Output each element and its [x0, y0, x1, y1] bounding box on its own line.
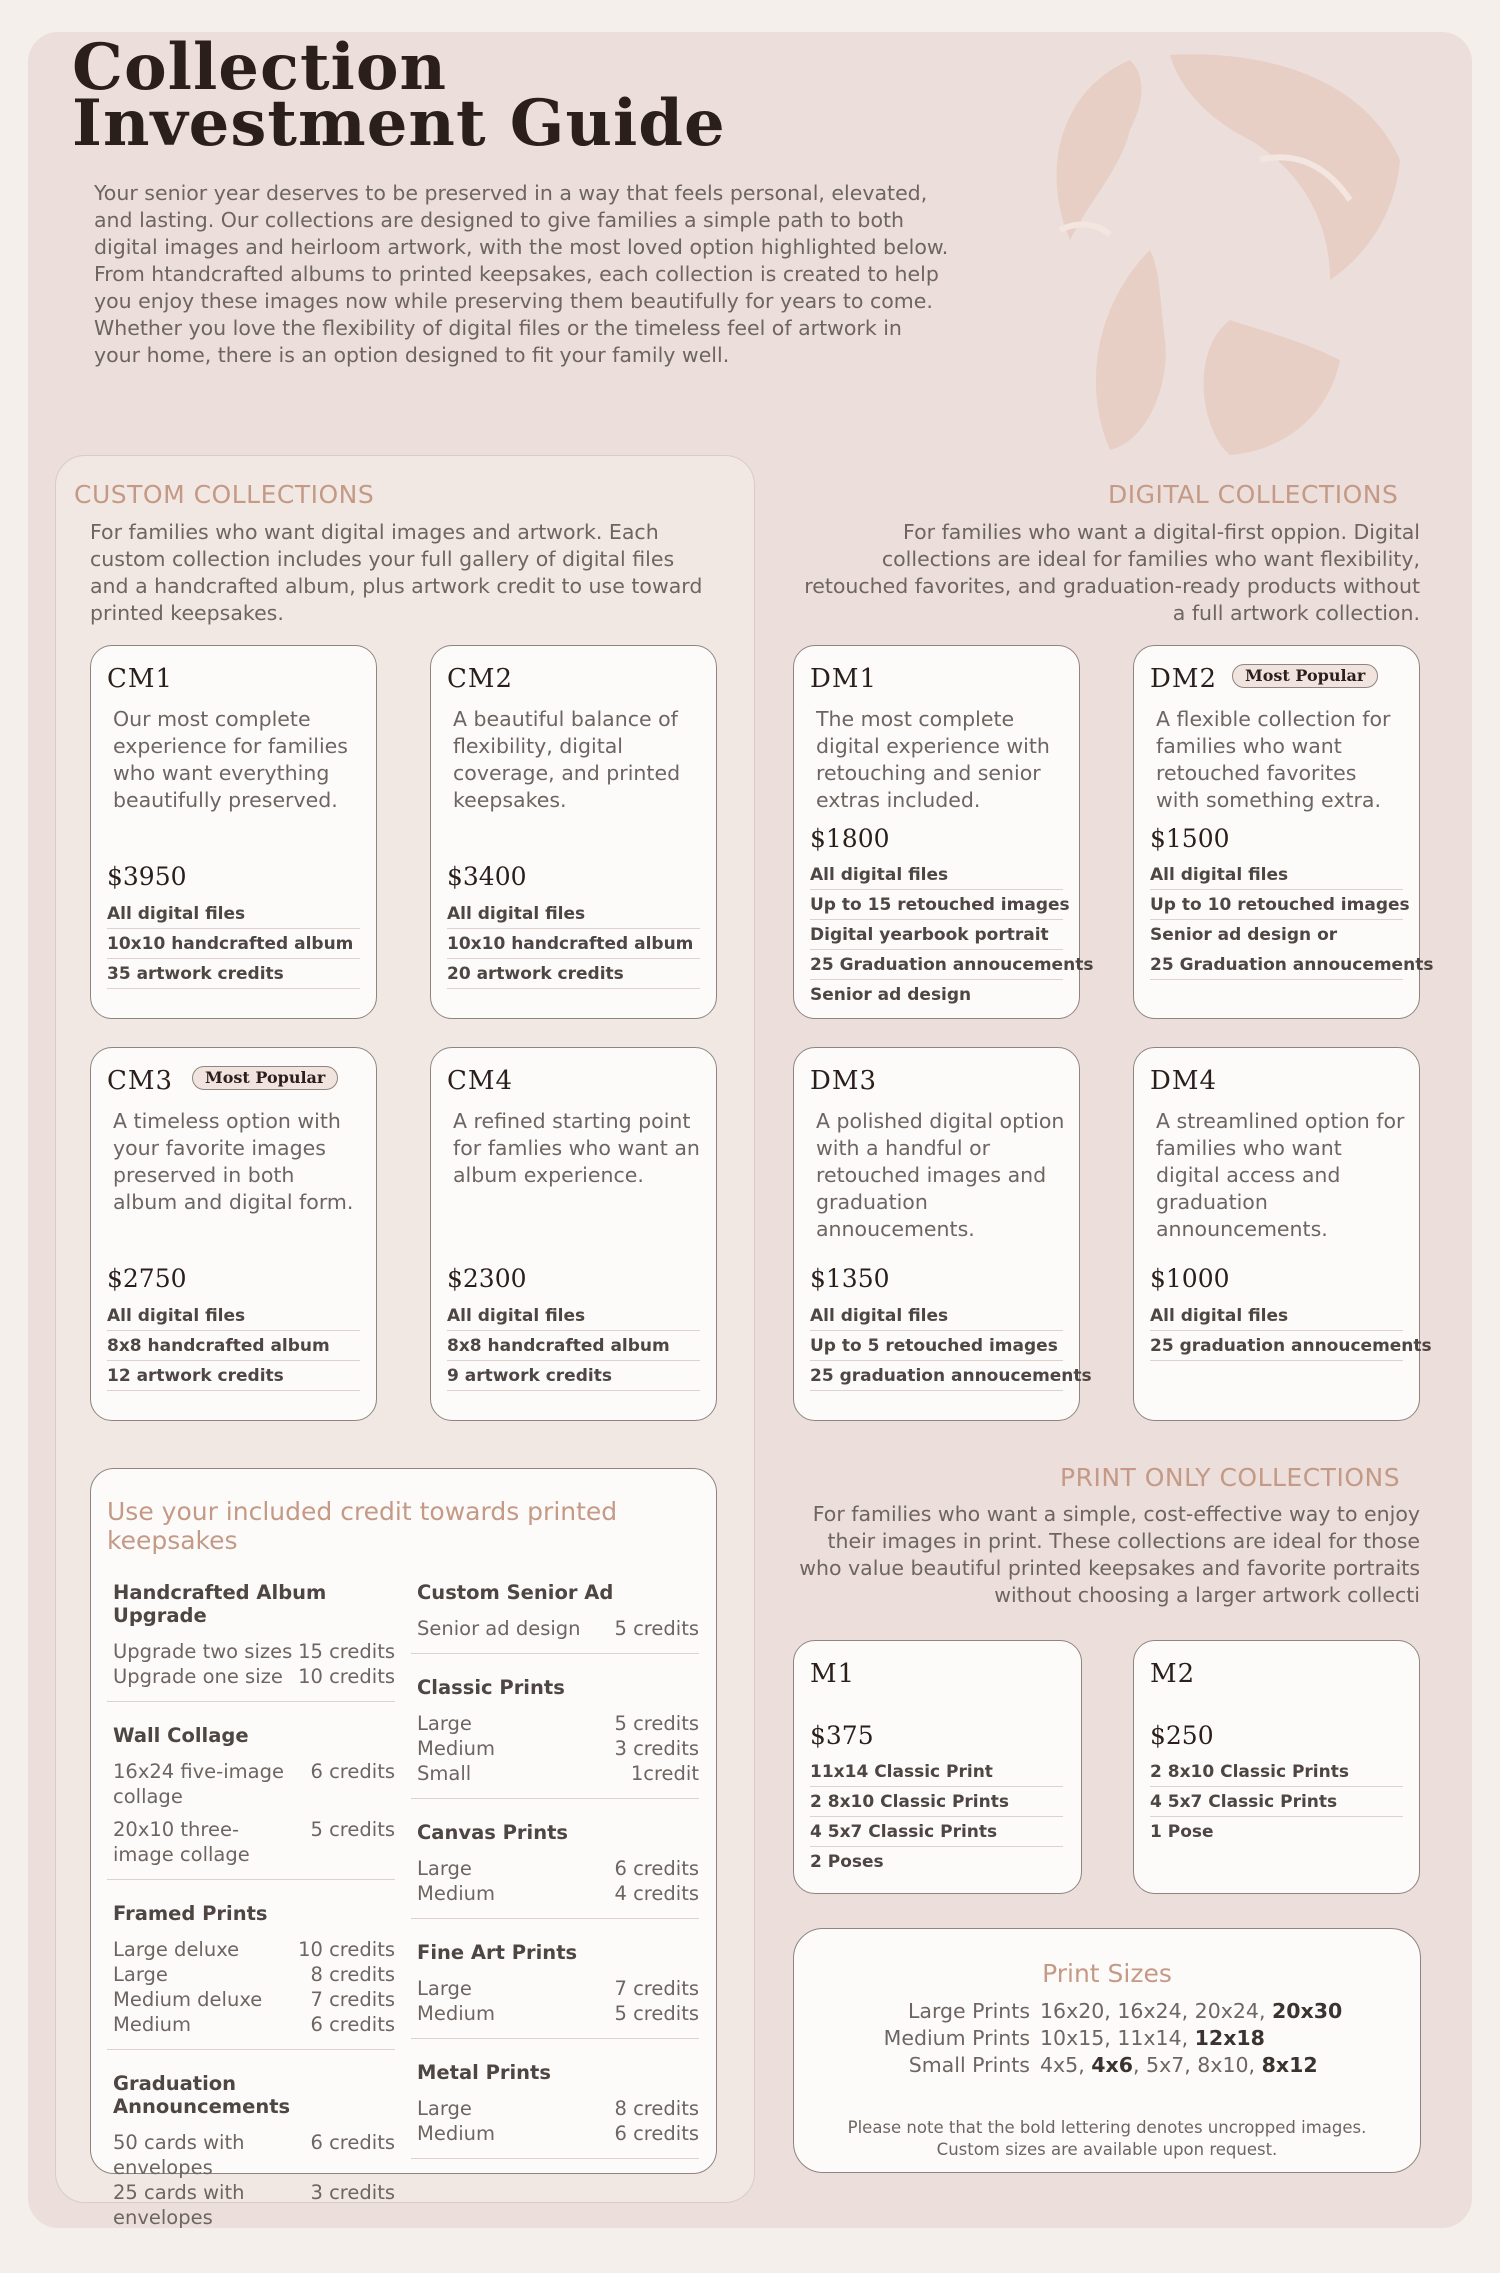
collection-item: 25 graduation annoucements: [810, 1361, 1063, 1391]
print-size-label: Medium Prints: [883, 2026, 1030, 2050]
collection-item: 4 5x7 Classic Prints: [1150, 1787, 1403, 1817]
credit-cost: 5 credits: [614, 1712, 699, 1735]
credit-row: [107, 1639, 395, 1664]
collection-item: Digital yearbook portrait: [810, 920, 1063, 950]
collection-items: [107, 899, 360, 989]
credit-row: [411, 1736, 699, 1761]
credit-group-title: Classic Prints: [417, 1676, 565, 1699]
credit-row: [107, 1962, 395, 1987]
title-line-2: Investment Guide: [72, 86, 726, 161]
collection-card-dm2[interactable]: [1133, 645, 1434, 1019]
collection-code: DM3: [810, 1066, 878, 1096]
collection-items: [810, 1301, 1092, 1391]
print-sizes-title: Print Sizes: [1042, 1959, 1172, 1988]
credit-item: Large: [417, 2097, 472, 2120]
collection-item: 2 Poses: [810, 1852, 884, 1872]
collection-item: 25 Graduation annoucements: [810, 950, 1063, 980]
collection-description: A beautiful balance of flexibility, digital coverage, and printed keepsakes.: [453, 707, 681, 812]
decorative-leaf-graphic: [1000, 50, 1420, 460]
credit-item: Large: [417, 1977, 472, 2000]
credit-cost: 8 credits: [310, 1963, 395, 1986]
credit-group: [411, 1676, 699, 1799]
credit-row: [107, 2180, 395, 2230]
collection-price: $3400: [447, 862, 527, 891]
credit-group: [411, 1821, 699, 1919]
custom-collections-title: CUSTOM COLLECTIONS: [74, 480, 375, 509]
print-size-label: Small Prints: [908, 2053, 1030, 2077]
credit-item: Small: [417, 1762, 472, 1785]
collection-item: Up to 5 retouched images: [810, 1331, 1063, 1361]
credit-cost: 15 credits: [298, 1640, 395, 1663]
credit-row: [107, 1664, 395, 1689]
collection-price: $1800: [810, 824, 890, 853]
collection-item: Senior ad design: [810, 985, 972, 1005]
credit-cost: 6 credits: [310, 2131, 395, 2154]
digital-collections-description: For families who want a digital-first oppion. Digital collections are ideal for families who want flexibility, retouched favorites, and graduation-ready products without a full artwork collection.: [804, 520, 1420, 625]
print-size-values: [1040, 2053, 1318, 2077]
collection-item: 35 artwork credits: [107, 959, 360, 989]
credit-group-title: Framed Prints: [113, 1902, 268, 1925]
credit-group-title: Custom Senior Ad: [417, 1581, 614, 1604]
collection-card-dm4[interactable]: [1133, 1047, 1432, 1421]
collection-description: A refined starting point for famlies who want an album experience.: [453, 1109, 700, 1187]
print-size-uncropped: 4x6: [1091, 2053, 1134, 2077]
credit-group-title: Fine Art Prints: [417, 1941, 578, 1964]
credit-row: [107, 1937, 395, 1962]
credit-item: Upgrade one size: [113, 1665, 283, 1688]
credit-row: [107, 1987, 395, 2012]
print-size-values: [1040, 1999, 1342, 2023]
collection-item: Up to 10 retouched images: [1150, 890, 1403, 920]
credit-row: [107, 2130, 395, 2180]
collection-item: Senior ad design or: [1150, 925, 1338, 945]
collection-items: [447, 899, 700, 989]
most-popular-badge: Most Popular: [1232, 664, 1378, 688]
credit-cost: 1credit: [630, 1762, 699, 1785]
collection-item: 8x8 handcrafted album: [107, 1331, 360, 1361]
collection-card-cm1[interactable]: [90, 645, 377, 1019]
collection-price: $2750: [107, 1264, 187, 1293]
credit-item: Senior ad design: [417, 1617, 581, 1640]
title-line-1: Collection: [72, 30, 448, 105]
credit-options-title: Use your included credit towards printed keepsakes: [107, 1497, 618, 1555]
credit-group-title: Canvas Prints: [417, 1821, 569, 1844]
credit-row: [411, 1761, 699, 1786]
collection-card-m2[interactable]: [1133, 1640, 1420, 1894]
credit-group: [411, 1941, 699, 2039]
page-title: [72, 30, 726, 161]
collection-items: [1150, 860, 1434, 980]
collection-description: The most complete digital experience with retouching and senior extras included.: [816, 707, 1050, 812]
collection-code: DM1: [810, 664, 878, 694]
collection-price: $250: [1150, 1721, 1214, 1750]
credit-row: [411, 1711, 699, 1736]
credit-column-left: [107, 1581, 395, 2242]
credit-group-title: Handcrafted Album Upgrade: [113, 1581, 327, 1627]
collection-code: M2: [1150, 1659, 1196, 1689]
credit-item: Large: [113, 1963, 168, 1986]
collection-item: 12 artwork credits: [107, 1361, 360, 1391]
credit-row: [107, 1759, 395, 1809]
intro-paragraph: Your senior year deserves to be preserved in a way that feels personal, elevated, and lasting. Our collections are designed to give families a simple path to both digital images and heirloom artwork, with the most loved option highlighted below. From htandcrafted albums to printed keepsakes, each collection is created to help you enjoy these images now while preserving them beautifully for years to come. Whether you love the flexibility of digital files or the timeless feel of artwork in your home, there is an option designed to fit your family well.: [94, 181, 949, 367]
credit-item: Large: [417, 1712, 472, 1735]
print-sizes-note-line: Custom sizes are available upon request.: [936, 2140, 1278, 2159]
credit-row: [411, 2001, 699, 2026]
credit-item: 50 cards with envelopes: [113, 2131, 245, 2179]
credit-item: Upgrade two sizes: [113, 1640, 293, 1663]
collection-card-m1[interactable]: [793, 1640, 1082, 1894]
print-size-uncropped: 12x18: [1194, 2026, 1265, 2050]
collection-item: All digital files: [1150, 860, 1403, 890]
collection-description: A flexible collection for families who want retouched favorites with something extra.: [1156, 707, 1391, 812]
credit-row: [107, 1817, 395, 1867]
collection-item: 2 8x10 Classic Prints: [810, 1787, 1063, 1817]
credit-row: [411, 1616, 699, 1641]
credit-column-right: [411, 1581, 699, 2159]
collection-price: $1500: [1150, 824, 1230, 853]
credit-cost: 3 credits: [310, 2181, 395, 2204]
credit-group-title: Wall Collage: [113, 1724, 249, 1747]
collection-item: 10x10 handcrafted album: [447, 929, 700, 959]
collection-code: CM3: [107, 1066, 174, 1096]
credit-cost: 6 credits: [310, 2013, 395, 2036]
collection-item: Up to 15 retouched images: [810, 890, 1063, 920]
collection-item: All digital files: [447, 1301, 700, 1331]
collection-item: All digital files: [810, 1301, 1063, 1331]
collection-description: A timeless option with your favorite images preserved in both album and digital form.: [113, 1109, 354, 1214]
credit-cost: 8 credits: [614, 2097, 699, 2120]
collection-item: All digital files: [1150, 1301, 1403, 1331]
credit-cost: 6 credits: [614, 1857, 699, 1880]
collection-card-dm1[interactable]: [793, 645, 1094, 1019]
print-collections-title: PRINT ONLY COLLECTIONS: [1060, 1463, 1401, 1492]
most-popular-badge: Most Popular: [192, 1066, 338, 1090]
credit-group: [107, 2072, 395, 2242]
collection-item: 4 5x7 Classic Prints: [810, 1817, 1063, 1847]
collection-price: $3950: [107, 862, 187, 891]
credit-group-title: Graduation Announcements: [113, 2072, 291, 2118]
digital-collections-title: DIGITAL COLLECTIONS: [1108, 480, 1399, 509]
credit-group: [411, 2061, 699, 2159]
collection-item: 25 graduation annoucements: [1150, 1331, 1403, 1361]
print-collections-description: For families who want a simple, cost-effective way to enjoy their images in print. These collections are ideal for those who value beautiful printed keepsakes and favorite portraits without choosing a larger artwork collecti: [799, 1502, 1420, 1607]
collection-code: CM4: [447, 1066, 514, 1096]
print-size-regular: 4x5,: [1040, 2053, 1092, 2077]
print-size-uncropped: 20x30: [1272, 1999, 1343, 2023]
credit-item: Medium: [417, 2002, 495, 2025]
credit-group: [107, 1724, 395, 1880]
credit-row: [107, 2012, 395, 2037]
print-size-regular: 16x20, 16x24, 20x24,: [1040, 1999, 1273, 2023]
collection-price: $2300: [447, 1264, 527, 1293]
collection-items: [107, 1301, 360, 1391]
custom-collections-description: For families who want digital images and artwork. Each custom collection includes your full gallery of digital files and a handcrafted album, plus artwork credit to use toward printed keepsakes.: [90, 520, 703, 625]
credit-group: [107, 1902, 395, 2050]
print-size-values: [1040, 2026, 1265, 2050]
collection-card-dm3[interactable]: [793, 1047, 1092, 1421]
credit-cost: 6 credits: [310, 1760, 395, 1783]
credit-cost: 10 credits: [298, 1665, 395, 1688]
credit-options-box: [90, 1468, 717, 2229]
credit-item: Medium deluxe: [113, 1988, 263, 2011]
credit-cost: 10 credits: [298, 1938, 395, 1961]
credit-item: Medium: [417, 2122, 495, 2145]
collection-price: $1000: [1150, 1264, 1230, 1293]
collection-items: [447, 1301, 700, 1391]
collection-code: M1: [810, 1659, 856, 1689]
collection-code: CM1: [107, 664, 174, 694]
collection-items: [1150, 1757, 1403, 1847]
collection-price: $1350: [810, 1264, 890, 1293]
credit-item: 16x24 five-image collage: [113, 1760, 284, 1808]
credit-row: [411, 2096, 699, 2121]
credit-group: [411, 1581, 699, 1654]
collection-card-cm2[interactable]: [430, 645, 717, 1019]
credit-cost: 4 credits: [614, 1882, 699, 1905]
collection-items: [1150, 1301, 1432, 1361]
collection-items: [810, 1757, 1063, 1877]
print-size-regular: 10x15, 11x14,: [1040, 2026, 1195, 2050]
credit-item: Large deluxe: [113, 1938, 240, 1961]
credit-item: 25 cards with envelopes: [113, 2181, 245, 2229]
credit-item: Medium: [417, 1882, 495, 1905]
collection-item: 8x8 handcrafted album: [447, 1331, 700, 1361]
collection-price: $375: [810, 1721, 874, 1750]
collection-item: 10x10 handcrafted album: [107, 929, 360, 959]
collection-item: 11x14 Classic Print: [810, 1757, 1063, 1787]
print-sizes-note-line: Please note that the bold lettering denotes uncropped images.: [847, 2118, 1367, 2137]
collection-item: 25 Graduation annoucements: [1150, 950, 1403, 980]
collection-card-cm4[interactable]: [430, 1047, 717, 1421]
print-size-uncropped: 8x12: [1261, 2053, 1318, 2077]
print-sizes-box: [793, 1928, 1421, 2173]
collection-item: 2 8x10 Classic Prints: [1150, 1757, 1403, 1787]
credit-row: [411, 2121, 699, 2146]
collection-item: All digital files: [447, 899, 700, 929]
collection-description: A polished digital option with a handful or retouched images and graduation annoucements.: [816, 1109, 1065, 1241]
collection-code: CM2: [447, 664, 514, 694]
collection-code: DM4: [1150, 1066, 1218, 1096]
credit-cost: 5 credits: [614, 1617, 699, 1640]
collection-code: DM2: [1150, 664, 1218, 694]
credit-row: [411, 1976, 699, 2001]
collection-item: All digital files: [107, 1301, 360, 1331]
collection-item: 9 artwork credits: [447, 1361, 700, 1391]
print-sizes-note: [794, 2117, 1420, 2161]
credit-item: 20x10 three-image collage: [113, 1818, 250, 1866]
collection-items: [810, 860, 1094, 1010]
credit-group: [107, 1581, 395, 1702]
collection-description: A streamlined option for families who want digital access and graduation announcements.: [1156, 1109, 1405, 1241]
print-size-label: Large Prints: [907, 1999, 1030, 2023]
credit-cost: 6 credits: [614, 2122, 699, 2145]
collection-card-cm3[interactable]: [90, 1047, 377, 1421]
collection-description: Our most complete experience for families who want everything beautifully preserved.: [113, 707, 348, 812]
credit-group-title: Metal Prints: [417, 2061, 551, 2084]
credit-item: Medium: [417, 1737, 495, 1760]
credit-cost: 7 credits: [614, 1977, 699, 2000]
credit-row: [411, 1881, 699, 1906]
print-size-regular: , 5x7, 8x10,: [1133, 2053, 1262, 2077]
collection-item: 20 artwork credits: [447, 959, 700, 989]
credit-cost: 7 credits: [310, 1988, 395, 2011]
credit-cost: 3 credits: [614, 1737, 699, 1760]
credit-cost: 5 credits: [614, 2002, 699, 2025]
credit-cost: 5 credits: [310, 1818, 395, 1841]
credit-row: [411, 1856, 699, 1881]
collection-item: All digital files: [107, 899, 360, 929]
credit-item: Medium: [113, 2013, 191, 2036]
collection-item: All digital files: [810, 860, 1063, 890]
collection-item: 1 Pose: [1150, 1822, 1214, 1842]
credit-item: Large: [417, 1857, 472, 1880]
